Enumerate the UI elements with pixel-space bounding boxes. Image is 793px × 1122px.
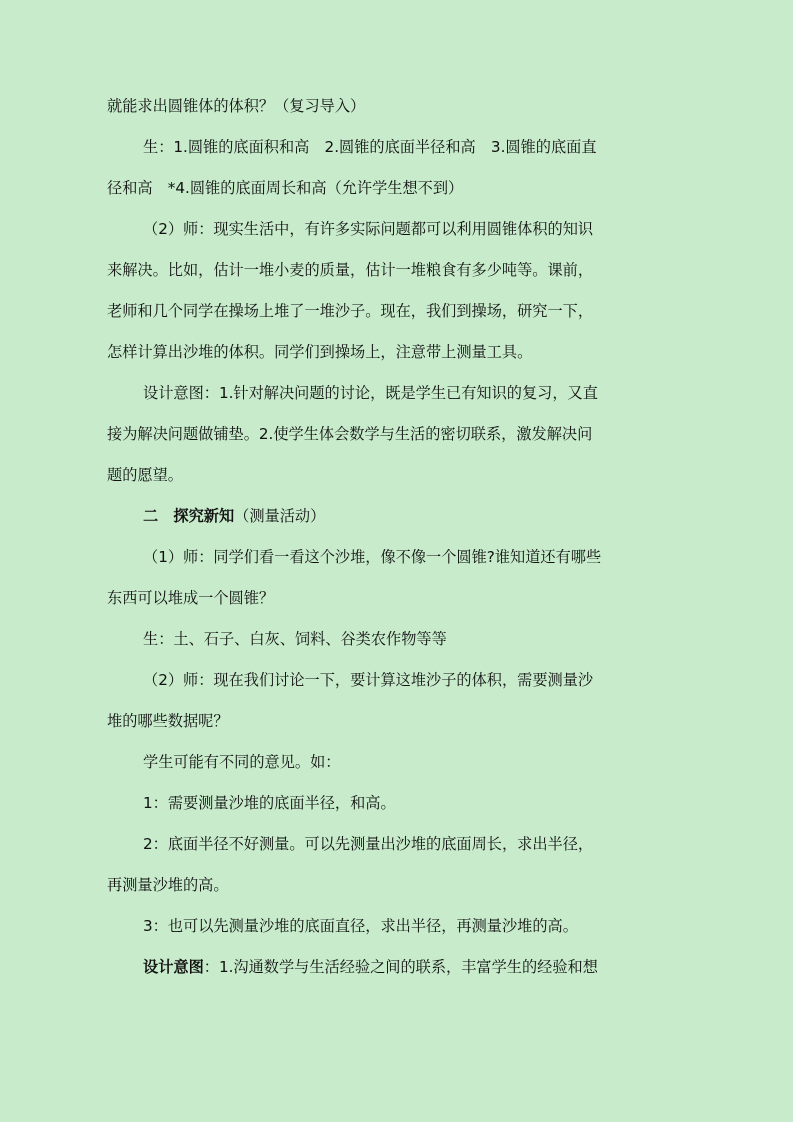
text-line: 3：也可以先测量沙堆的底面直径，求出半径，再测量沙堆的高。	[143, 917, 578, 935]
text-line: 接为解决问题做铺垫。2.使学生体会数学与生活的密切联系，激发解决问	[107, 425, 593, 443]
text-line: 老师和几个同学在操场上堆了一堆沙子。现在，我们到操场，研究一下，	[107, 302, 593, 320]
text-line: 东西可以堆成一个圆锥？	[107, 589, 275, 607]
text-line: 来解决。比如，估计一堆小麦的质量，估计一堆粮食有多少吨等。课前，	[107, 261, 593, 279]
text-line: 学生可能有不同的意见。如：	[143, 753, 341, 771]
text-line: 堆的哪些数据呢？	[107, 712, 229, 730]
text-line: 就能求出圆锥体的体积？（复习导入）	[107, 97, 366, 115]
text-line: 生：土、石子、白灰、饲料、谷类农作物等等	[143, 630, 447, 648]
text-line: 2：底面半径不好测量。可以先测量出沙堆的底面周长，求出半径，	[143, 835, 594, 853]
text-line: 题的愿望。	[107, 466, 183, 484]
text-line: （2）师：现实生活中，有许多实际问题都可以利用圆锥体积的知识	[143, 220, 594, 238]
design-intent-line	[107, 957, 697, 977]
document-page	[107, 96, 697, 977]
text-line: 设计意图：1.针对解决问题的讨论，既是学生已有知识的复习，又直	[143, 384, 598, 402]
text-line: 生：1.圆锥的底面积和高 2.圆锥的底面半径和高 3.圆锥的底面直	[143, 138, 597, 156]
section-heading-title: 二 探究新知	[143, 507, 235, 525]
text-line: 径和高 *4.圆锥的底面周长和高（允许学生想不到）	[107, 179, 464, 197]
text-line: （2）师：现在我们讨论一下，要计算这堆沙子的体积，需要测量沙	[143, 671, 594, 689]
design-intent-text: ：1.沟通数学与生活经验之间的联系，丰富学生的经验和想	[203, 958, 598, 976]
design-intent-label: 设计意图	[143, 958, 204, 976]
text-line: 怎样计算出沙堆的体积。同学们到操场上，注意带上测量工具。	[107, 343, 533, 361]
section-heading-note: （测量活动）	[234, 507, 326, 525]
text-line: （1）师：同学们看一看这个沙堆，像不像一个圆锥?谁知道还有哪些	[143, 548, 602, 566]
text-line: 1：需要测量沙堆的底面半径，和高。	[143, 794, 396, 812]
section-heading	[107, 506, 697, 526]
text-line: 再测量沙堆的高。	[107, 876, 229, 894]
